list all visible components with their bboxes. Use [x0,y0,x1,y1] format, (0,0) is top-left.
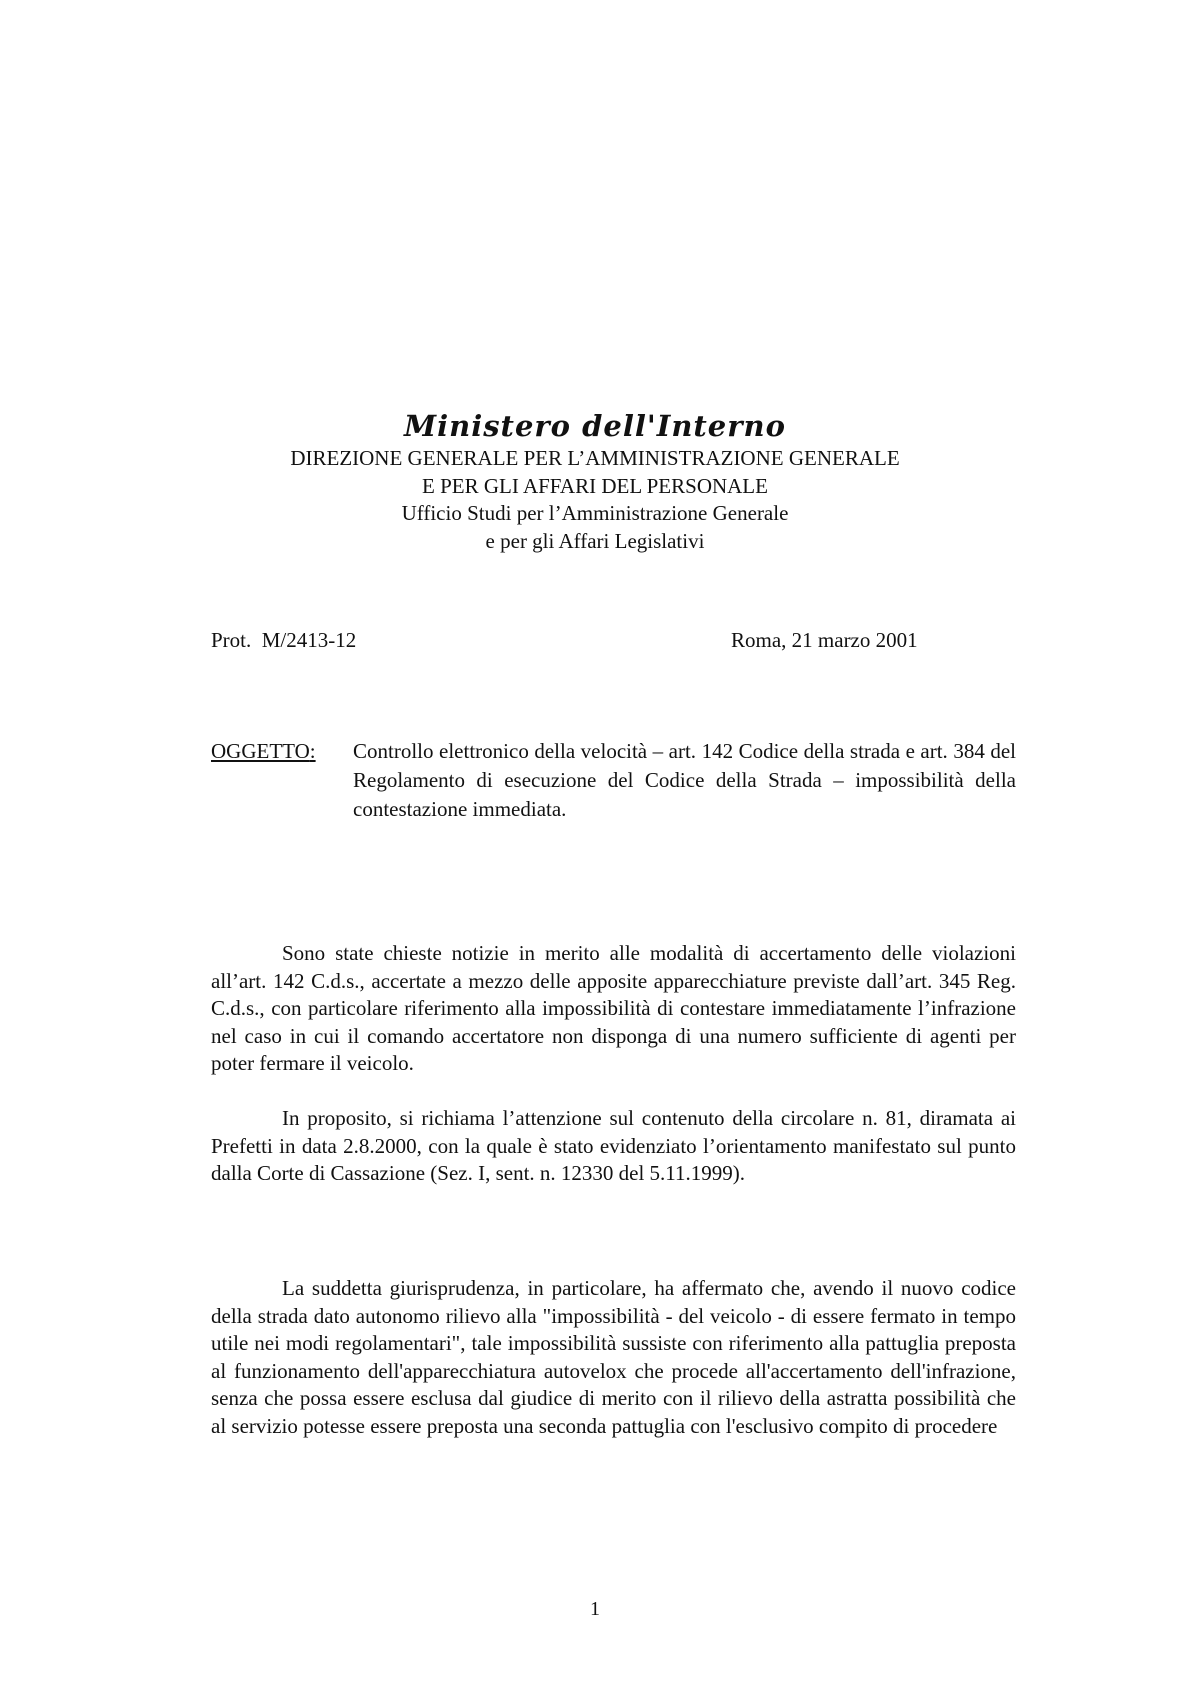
body-paragraph-3: La suddetta giurisprudenza, in particolare, ha affermato che, avendo il nuovo codice della strada dato autonomo rilievo alla "impossibilità - del veicolo - di essere fermato in tempo utile nei modi regolamentari", tale impossibilità sussiste con riferimento alla pattuglia preposta al funzionamento dell'apparecchiatura autovelox che procede all'accertamento dell'infrazione, senza che possa essere esclusa dal giudice di merito con il rilievo della astratta possibilità che al servizio potesse essere preposta una seconda pattuglia con l'esclusivo compito di procedere [211,1276,1016,1438]
body-paragraph-1: Sono state chieste notizie in merito alle modalità di accertamento delle violazioni all’art. 142 C.d.s., accertate a mezzo delle apposite apparecchiature previste dall’art. 345 Reg. C.d.s., con particolare riferimento alla impossibilità di contestare immediatamente l’infrazione nel caso in cui il comando accertatore non disponga di una numero sufficiente di agenti per poter fermare il veicolo. [211,941,1016,1076]
office-line-1: Ufficio Studi per l’Amministrazione Generale [401,501,789,525]
ministry-name: Ministero dell'Interno [404,409,786,443]
protocol-number: Prot. M/2413-12 [211,628,357,652]
directorate-line-1: DIREZIONE GENERALE PER L’AMMINISTRAZIONE GENERALE [290,446,900,470]
body-paragraph-2: In proposito, si richiama l’attenzione sul contenuto della circolare n. 81, diramata ai Prefetti in data 2.8.2000, con la quale è stato evidenziato l’orientamento manifestato sul punto dalla Corte di Cassazione (Sez. I, sent. n. 12330 del 5.11.1999). [211,1106,1016,1186]
page-number: 1 [590,1598,600,1620]
subject-label-colon: : [309,739,316,763]
directorate-line-2: E PER GLI AFFARI DEL PERSONALE [422,473,768,498]
office-line-2: e per gli Affari Legislativi [485,528,705,553]
place-date: Roma, 21 marzo 2001 [731,628,918,652]
subject-label-text: OGGETTO [211,739,310,763]
subject-text: Controllo elettronico della velocità – art. 142 Codice della strada e art. 384 del Regolamento di esecuzione del Codice della Strada – impossibilità della contestazione immediata. [353,739,1016,821]
letterhead [200,408,990,555]
subject-label [211,737,316,766]
